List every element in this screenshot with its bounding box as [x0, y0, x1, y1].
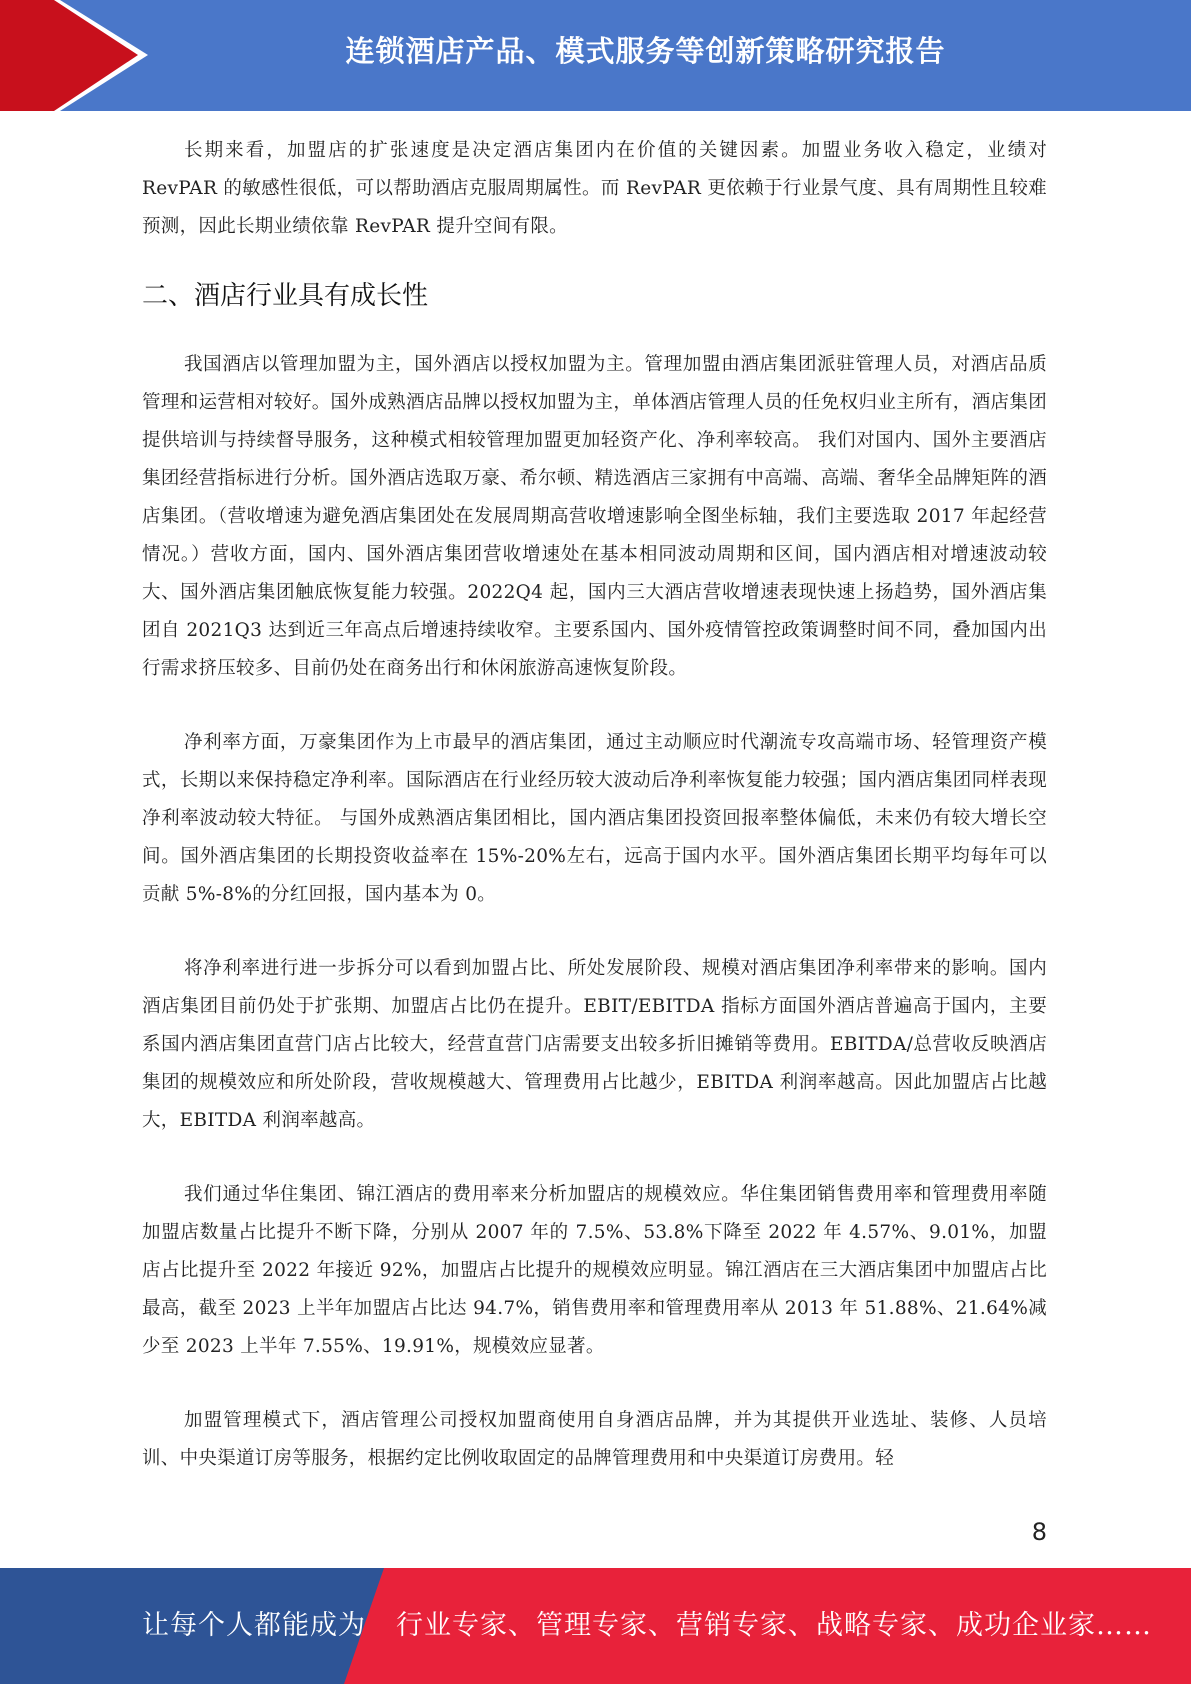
footer-slogan-left: 让每个人都能成为 — [142, 1610, 366, 1641]
intro-paragraph: 长期来看，加盟店的扩张速度是决定酒店集团内在价值的关键因素。加盟业务收入稳定，业绩对 RevPAR 的敏感性很低，可以帮助酒店克服周期属性。而 RevPAR 更依赖于行业景气度、具有周期性且较难预测，因此长期业绩依靠 RevPAR 提升空间有限。 — [142, 140, 1047, 237]
body-paragraph: 我们通过华住集团、锦江酒店的费用率来分析加盟店的规模效应。华住集团销售费用率和管理费用率随加盟店数量占比提升不断下降，分别从 2007 年的 7.5%、53.8%下降至 2022 年 4.57%、9.01%，加盟店占比提升至 2022 年接近 92%，加盟店占比提升的规模效应明显。锦江酒店在三大酒店集团中加盟店占比最高，截至 2023 上半年加盟店占比达 94.7%，销售费用率和管理费用率从 2013 年 51.88%、21.64%减少至 2023 上半年 7.55%、19.91%，规模效应显著。 — [142, 1184, 1047, 1357]
page-number: 8 — [1031, 1518, 1047, 1546]
section-heading: 二、酒店行业具有成长性 — [142, 281, 429, 311]
body-paragraph: 将净利率进行进一步拆分可以看到加盟占比、所处发展阶段、规模对酒店集团净利率带来的影响。国内酒店集团目前仍处于扩张期、加盟店占比仍在提升。EBIT/EBITDA 指标方面国外酒店普遍高于国内，主要系国内酒店集团直营门店占比较大，经营直营门店需要支出较多折旧摊销等费用。EBITDA/总营收反映酒店集团的规模效应和所处阶段，营收规模越大、管理费用占比越少，EBITDA 利润率越高。因此加盟店占比越大，EBITDA 利润率越高。 — [142, 958, 1047, 1131]
body-paragraph: 净利率方面，万豪集团作为上市最早的酒店集团，通过主动顺应时代潮流专攻高端市场、轻管理资产模式，长期以来保持稳定净利率。国际酒店在行业经历较大波动后净利率恢复能力较强；国内酒店集团同样表现净利率波动较大特征。 与国外成熟酒店集团相比，国内酒店集团投资回报率整体偏低，未来仍有较大增长空间。国外酒店集团的长期投资收益率在 15%-20%左右，远高于国内水平。国外酒店集团长期平均每年可以贡献 5%-8%的分红回报，国内基本为 0。 — [142, 732, 1047, 905]
page-header — [0, 0, 1191, 111]
body-paragraph: 我国酒店以管理加盟为主，国外酒店以授权加盟为主。管理加盟由酒店集团派驻管理人员，对酒店品质管理和运营相对较好。国外成熟酒店品牌以授权加盟为主，单体酒店管理人员的任免权归业主所有，酒店集团提供培训与持续督导服务，这种模式相较管理加盟更加轻资产化、净利率较高。 我们对国内、国外主要酒店集团经营指标进行分析。国外酒店选取万豪、希尔顿、精选酒店三家拥有中高端、高端、奢华全品牌矩阵的酒店集团。（营收增速为避免酒店集团处在发展周期高营收增速影响全图坐标轴，我们主要选取 2017 年起经营情况。）营收方面，国内、国外酒店集团营收增速处在基本相同波动周期和区间，国内酒店相对增速波动较大、国外酒店集团触底恢复能力较强。2022Q4 起，国内三大酒店营收增速表现快速上扬趋势，国外酒店集团自 2021Q3 达到近三年高点后增速持续收窄。主要系国内、国外疫情管控政策调整时间不同，叠加国内出行需求挤压较多、目前仍处在商务出行和休闲旅游高速恢复阶段。 — [142, 354, 1047, 679]
page-footer — [0, 1568, 1191, 1684]
document-body — [142, 132, 1047, 1478]
report-title: 连锁酒店产品、模式服务等创新策略研究报告 — [345, 34, 946, 68]
body-paragraph: 加盟管理模式下，酒店管理公司授权加盟商使用自身酒店品牌，并为其提供开业选址、装修、人员培训、中央渠道订房等服务，根据约定比例收取固定的品牌管理费用和中央渠道订房费用。轻 — [142, 1410, 1047, 1469]
footer-slogan-right: 行业专家、管理专家、营销专家、战略专家、成功企业家…… — [396, 1610, 1152, 1641]
